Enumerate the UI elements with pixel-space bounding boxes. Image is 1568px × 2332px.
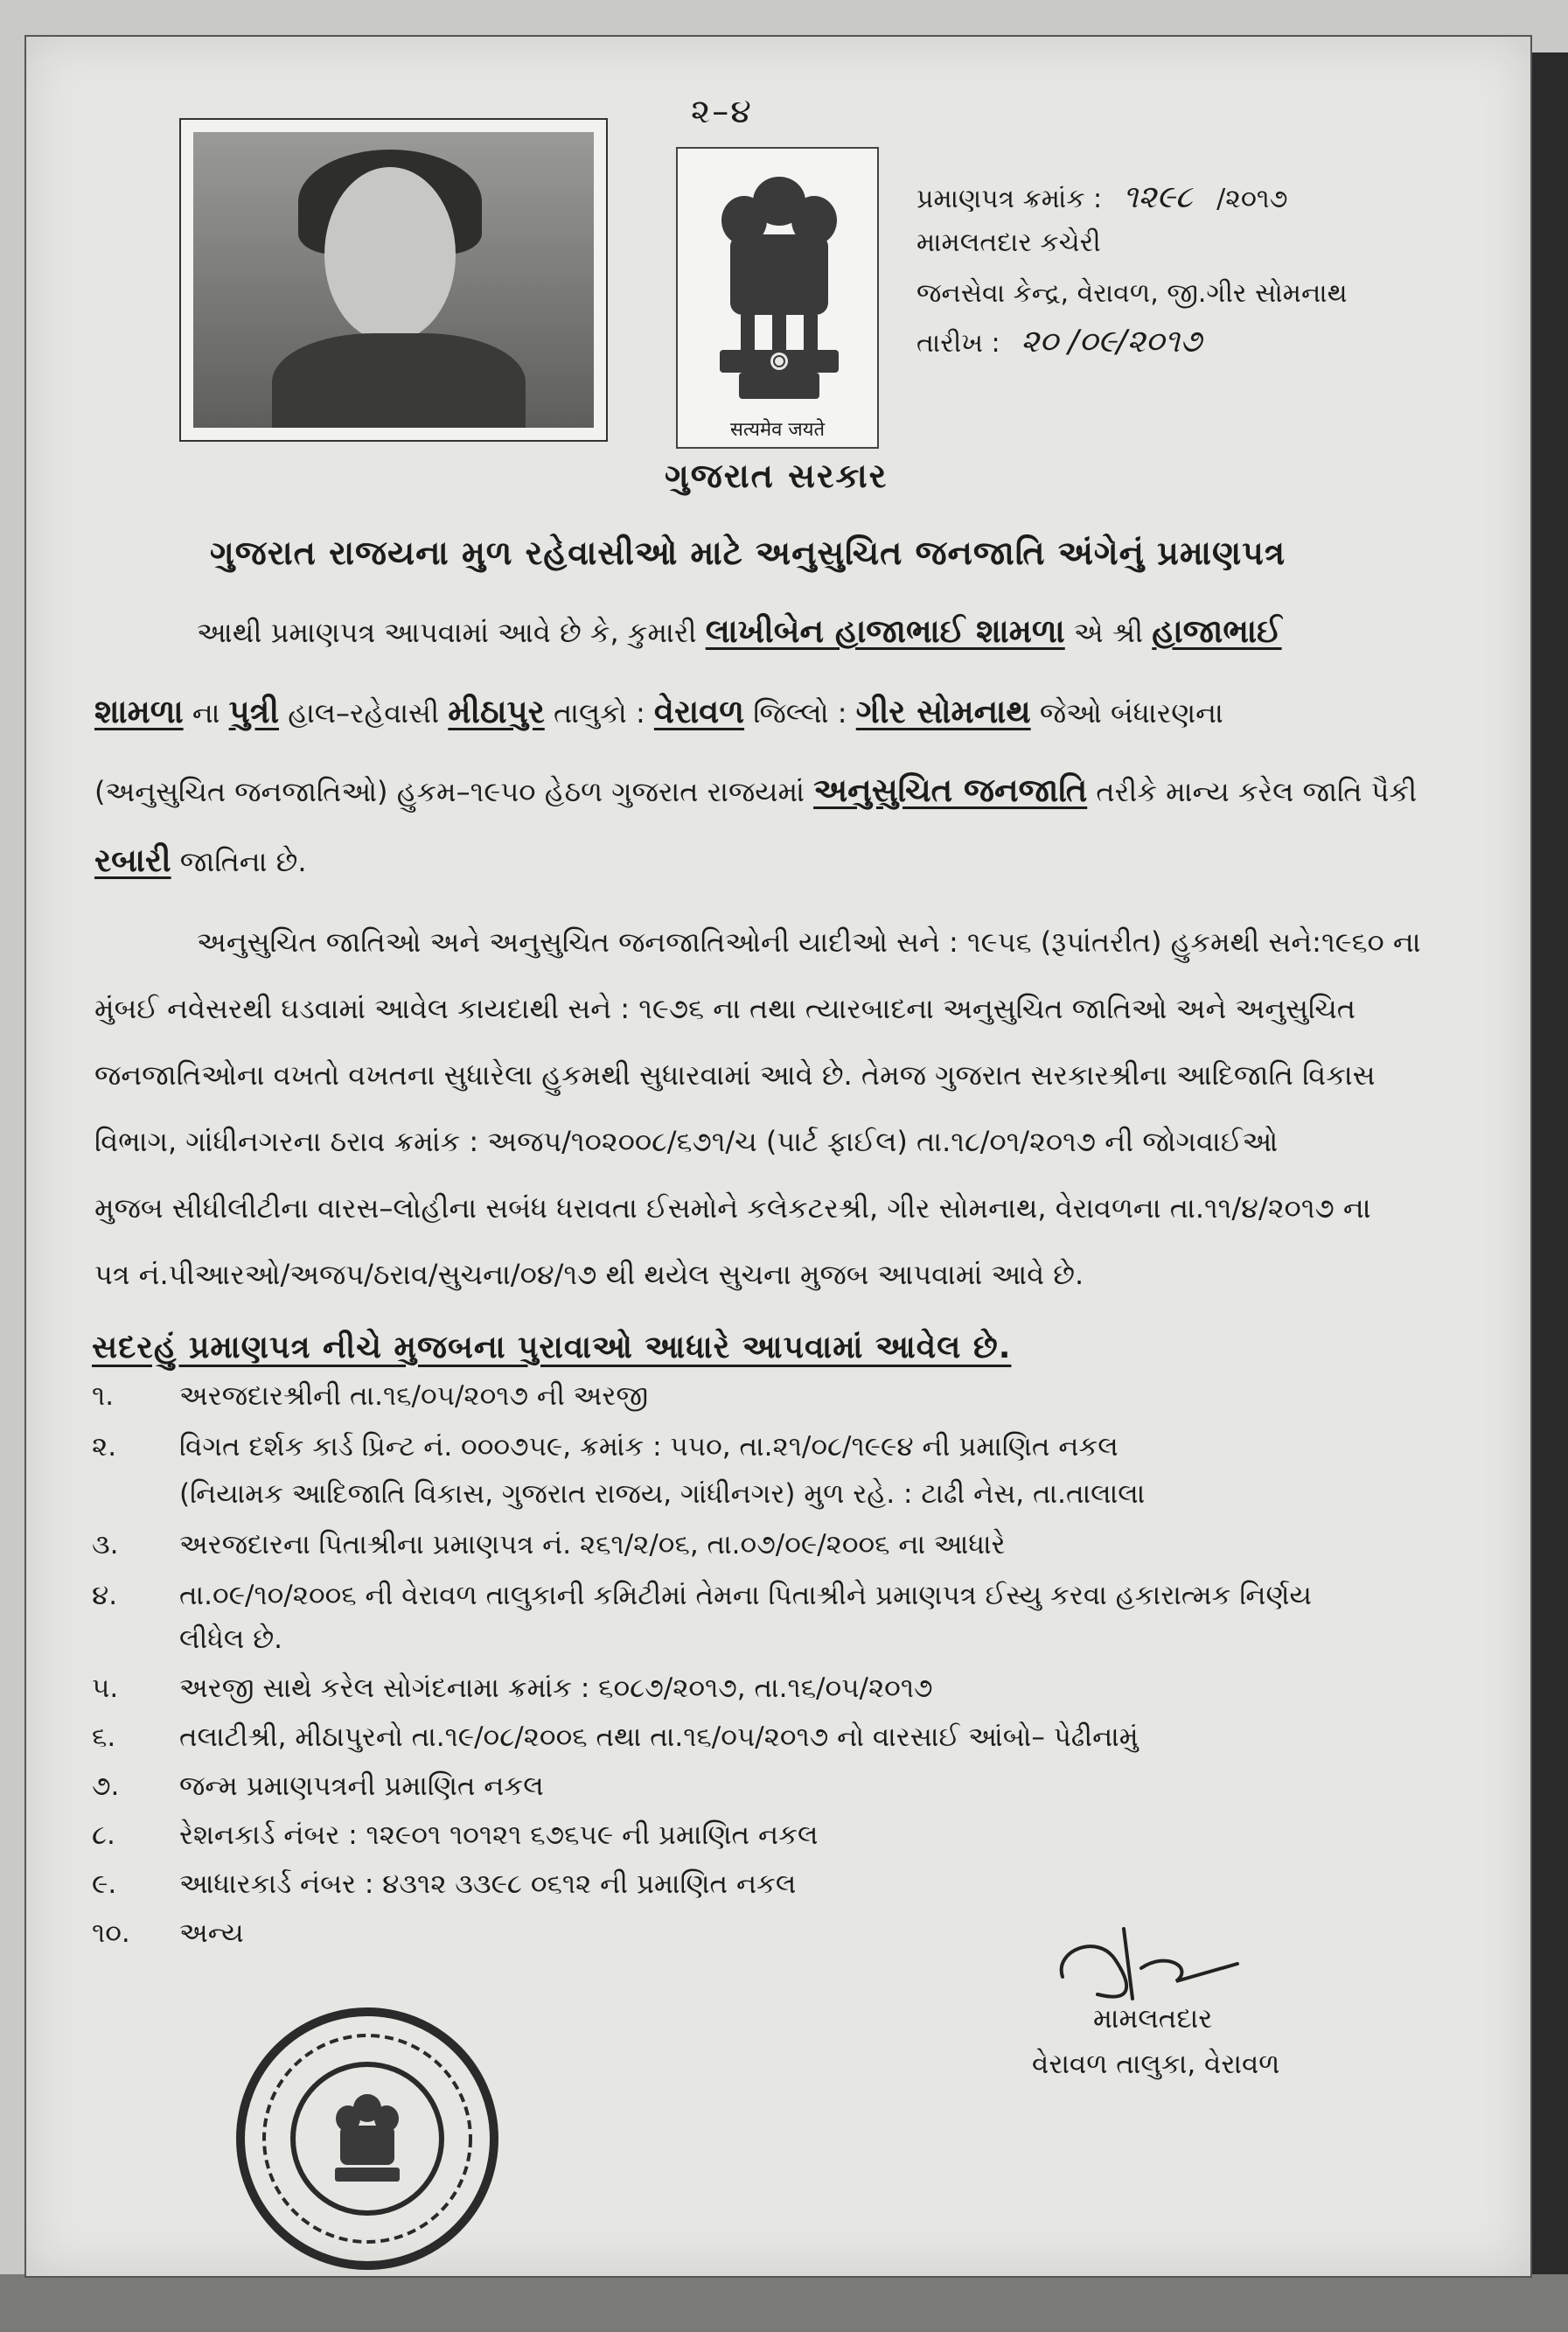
district: ગીર સોમનાથ [855,693,1031,730]
para2-line: વિભાગ, ગાંધીનગરના ઠરાવ ક્રમાંક : અજપ/૧૦૨૦૦૮/૬૭૧/ચ (પાર્ટ ફાઈલ) તા.૧૮/૦૧/૨૦૧૭ ની જોગવાઈઓ [94,1125,1279,1158]
office-name: મામલતદાર કચેરી [916,227,1101,258]
item-number: ૪. [92,1580,118,1611]
caste: રબારી [94,841,171,879]
item-text: તલાટીશ્રી, મીઠાપુરનો તા.૧૯/૦૮/૨૦૦૬ તથા તા.૧૬/૦૫/૨૦૧૭ નો વારસાઈ આંબો– પેઢીનામું [179,1721,1139,1753]
item-number: ૯. [92,1868,117,1900]
text: આથી પ્રમાણપત્ર આપવામાં આવે છે કે, કુમારી [197,616,697,649]
list-item [92,1721,1139,1754]
cert-number-year: /૨૦૧૭ [1216,184,1288,214]
para1-line2 [94,693,1223,731]
text: એ શ્રી [1073,616,1144,649]
item-text: વિગત દર્શક કાર્ડ પ્રિન્ટ નં. ૦૦૦૭૫૯, ક્રમાંક : ૫૫૦, તા.૨૧/૦૮/૧૯૯૪ ની પ્રમાણિત નકલ [179,1431,1119,1463]
para1-line3 [94,772,1417,810]
list-item [92,1770,544,1803]
taluka: વેરાવળ [653,693,745,730]
item-number: ૧. [92,1380,115,1412]
village: મીઠાપુર [448,693,545,730]
national-emblem [676,147,879,449]
text: હાલ–રહેવાસી [288,696,440,730]
list-item [92,1623,282,1656]
applicant-photo [179,118,608,442]
item-text: તા.૦૯/૧૦/૨૦૦૬ ની વેરાવળ તાલુકાની કમિટીમાં તેમના પિતાશ્રીને પ્રમાણપત્ર ઈસ્યુ કરવા હકારાત્મક નિર્ણય [179,1580,1312,1611]
scan-edge-right [1529,52,1568,2332]
photo-image [193,132,594,428]
text: જેઓ બંધારણના [1039,696,1223,730]
government-name: ગુજરાત સરકાર [665,457,889,495]
text: જાતિના છે. [179,845,307,878]
evidence-heading: સદરહું પ્રમાણપત્ર નીચે મુજબના પુરાવાઓ આધારે આપવામાં આવેલ છે. [92,1330,1012,1365]
certificate-title: ગુજરાત રાજયના મુળ રહેવાસીઓ માટે અનુસુચિત જનજાતિ અંગેનું પ્રમાણપત્ર [210,534,1286,572]
list-item [92,1529,1006,1561]
father-name-part1: હાજાભાઈ [1152,612,1282,650]
official-seal [232,2003,503,2274]
text: ના [192,696,220,730]
cert-number-value: ૧૨૯૮ [1122,179,1193,215]
item-text: અરજદારશ્રીની તા.૧૬/૦૫/૨૦૧૭ ની અરજી [179,1380,649,1412]
text: જિલ્લો : [753,696,847,730]
item-text: અરજી સાથે કરેલ સોગંદનામા ક્રમાંક : ૬૦૮૭/૨૦૧૭, તા.૧૬/૦૫/૨૦૧૭ [179,1672,933,1704]
signatory-office: વેરાવળ તાલુકા, વેરાવળ [1032,2049,1280,2080]
photo-face [324,167,456,342]
emblem-motto: सत्यमेव जयते [729,419,826,441]
item-number: ૮. [92,1819,115,1851]
list-item [92,1580,1312,1612]
form-number: ૨–૪ [691,92,753,130]
para2-line: મુંબઈ નવેસરથી ઘડવામાં આવેલ કાયદાથી સને : ૧૯૭૬ ના તથા ત્યારબાદના અનુસુચિત જાતિઓ અને અનુસુચિત [94,992,1356,1025]
father-name-part2: શામળા [94,693,184,730]
signature [1045,1916,1255,2012]
date-value: ૨૦ /૦૯/૨૦૧૭ [1021,324,1202,360]
relation: પુત્રી [228,693,280,730]
list-item [92,1478,1145,1511]
scan-edge-bottom [0,2274,1568,2332]
photo-body [272,333,526,428]
item-number: ૨. [92,1431,117,1463]
item-number: ૧૦. [92,1917,130,1949]
date-label: તારીખ : [916,328,1000,359]
text: તરીકે માન્ય કરેલ જાતિ પૈકી [1096,775,1418,808]
date-row [916,324,1202,360]
item-number: ૫. [92,1672,119,1704]
signatory-designation: મામલતદાર [1093,2003,1213,2035]
para2-line: જનજાતિઓના વખતો વખતના સુધારેલા હુકમથી સુધારવામાં આવે છે. તેમજ ગુજરાત સરકારશ્રીના આદિજાતિ વિકાસ [94,1058,1376,1092]
item-text: (નિયામક આદિજાતિ વિકાસ, ગુજરાત રાજય, ગાંધીનગર) મુળ રહે. : ટાઢી નેસ, તા.તાલાલા [179,1478,1146,1510]
category: અનુસુચિત જનજાતિ [813,772,1088,809]
item-number: ૬. [92,1721,116,1753]
para1-line4 [94,841,307,880]
service-center: જનસેવા કેન્દ્ર, વેરાવળ, જી.ગીર સોમનાથ [916,278,1348,309]
para2-line: પત્ર નં.પીઆરઓ/અજપ/ઠરાવ/સુચના/૦૪/૧૭ થી થયેલ સુચના મુજબ આપવામાં આવે છે. [94,1258,1084,1291]
item-text: જન્મ પ્રમાણપત્રની પ્રમાણિત નકલ [179,1770,544,1802]
item-text: અરજદારના પિતાશ્રીના પ્રમાણપત્ર નં. ૨૬૧/૨/૦૬, તા.૦૭/૦૯/૨૦૦૬ ના આધારે [179,1529,1006,1560]
text: (અનુસુચિત જનજાતિઓ) હુકમ–૧૯૫૦ હેઠળ ગુજરાત રાજયમાં [94,775,805,808]
cert-number-row [916,179,1287,216]
item-text: આધારકાર્ડ નંબર : ૪૩૧૨ ૩૩૯૮ ૦૬૧૨ ની પ્રમાણિત નકલ [179,1868,797,1900]
applicant-name: લાખીબેન હાજાભાઈ શામળા [705,612,1065,650]
item-text: અન્ય [179,1917,244,1949]
list-item [92,1868,796,1901]
item-text: રેશનકાર્ડ નંબર : ૧૨૯૦૧ ૧૦૧૨૧ ૬૭૬૫૯ ની પ્રમાણિત નકલ [179,1819,819,1851]
list-item [92,1672,933,1705]
list-item [92,1917,244,1950]
lion-capital-icon [704,166,854,411]
text: તાલુકો : [553,696,645,730]
item-number: ૩. [92,1529,119,1560]
item-number: ૭. [92,1770,120,1802]
item-text: લીધેલ છે. [179,1623,283,1655]
para1-line1 [197,612,1282,651]
list-item [92,1431,1119,1463]
para2-line: મુજબ સીધીલીટીના વારસ–લોહીના સબંધ ધરાવતા ઈસમોને કલેકટરશ્રી, ગીર સોમનાથ, વેરાવળના તા.૧૧/૪/૨૦૧૭ ના [94,1191,1371,1225]
cert-number-label: પ્રમાણપત્ર ક્રમાંક : [916,184,1103,214]
list-item [92,1819,818,1852]
para2-line: અનુસુચિત જાતિઓ અને અનુસુચિત જનજાતિઓની યાદીઓ સને : ૧૯૫૬ (રૂપાંતરીત) હુકમથી સને:૧૯૬૦ ના [197,925,1421,959]
list-item [92,1380,648,1413]
